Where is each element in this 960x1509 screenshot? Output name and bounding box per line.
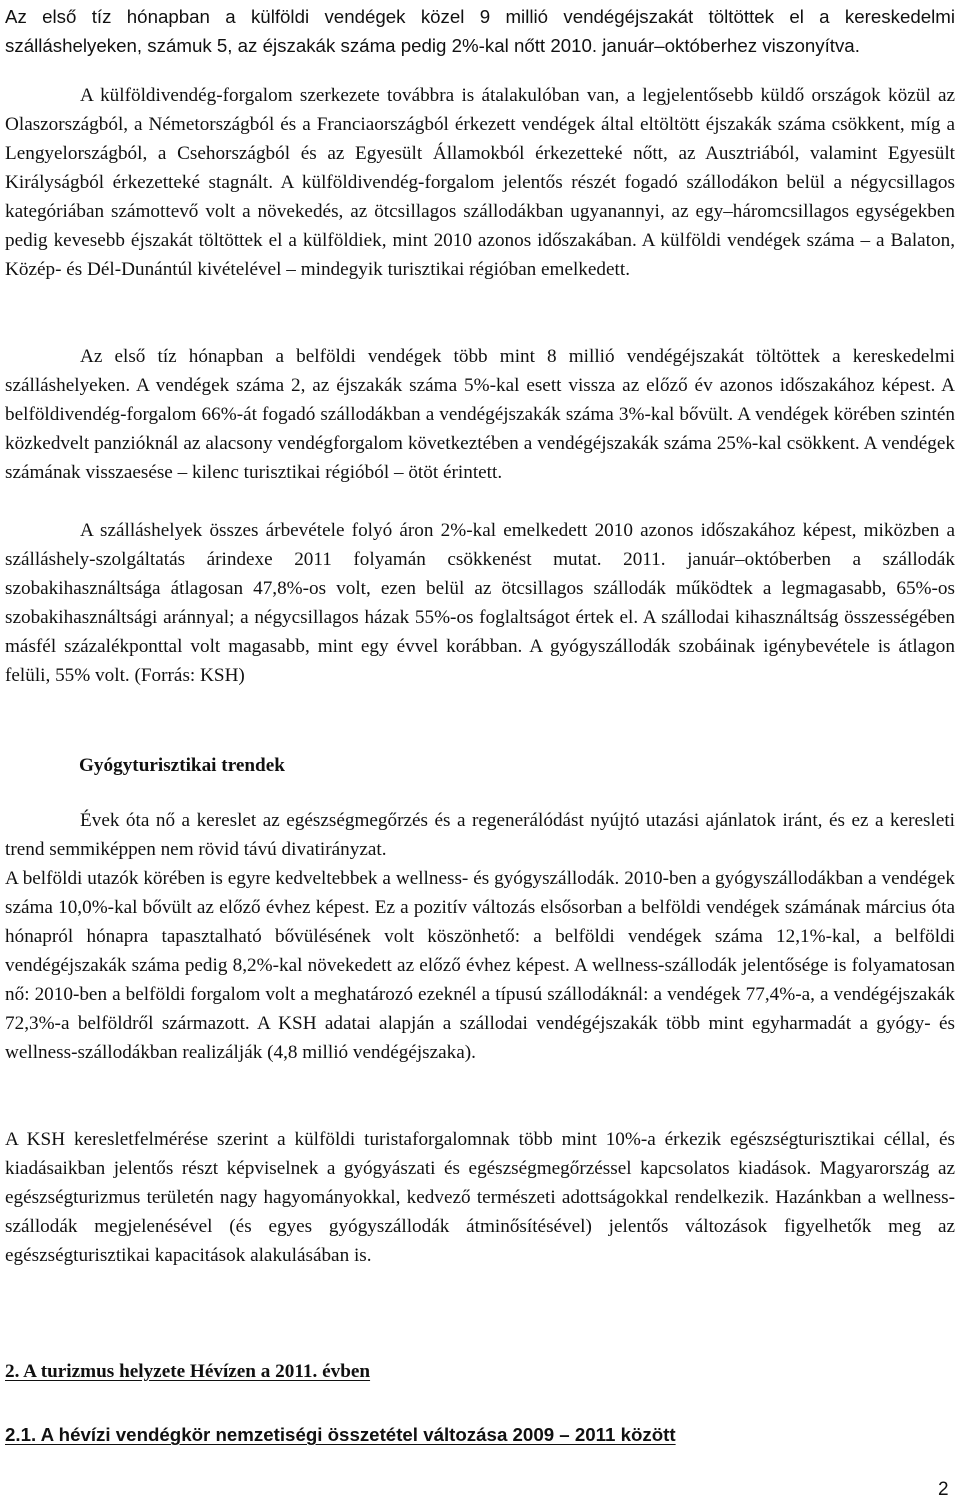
heading-health-tourism-trends: Gyógyturisztikai trendek	[79, 755, 285, 776]
page-number: 2	[938, 1479, 949, 1500]
paragraph-foreign-guests-intro: Az első tíz hónapban a külföldi vendégek közel 9 millió vendégéjszakát töltöttek el a kereskedelmi szálláshelyeken, számuk 5, az éjszakák száma pedig 2%-kal nőtt 2010. január–októberhez viszonyítva.	[5, 6, 955, 56]
paragraph-ksh-survey: A KSH keresletfelmérése szerint a külföldi turistaforgalomnak több mint 10%-a érkezik egészségturisztikai céllal, és kiadásaikban jelentős részt képviselnek a gyógyászati és egészségmegőrzéssel kapcsolatos kiadások. Magyarország az egészségturizmus területén nagy hagyományokkal, kedvező természeti adottságokkal rendelkezik. Hazánkban a wellness-szállodák megjelenésével (és egyes gyógyszállodák átminősítésével) jelentős változások figyelhetők meg az egészségturisztikai kapacitások alakulásában is.	[5, 1129, 955, 1266]
heading-section-2: 2. A turizmus helyzete Hévízen a 2011. évben	[5, 1361, 371, 1382]
paragraph-foreign-traffic-structure: A külföldivendég-forgalom szerkezete továbbra is átalakulóban van, a legjelentősebb küldő országok közül az Olaszországból, a Németországból és a Franciaországból érkezett vendégek által eltöltött éjszakák száma csökkent, míg a Lengyelországból, a Csehországból és az Egyesült Államokból érkezetteké nőtt, az Ausztriából, valamint Egyesült Királyságból érkezetteké stagnált. A külföldivendég-forgalom jelentős részét fogadó szállodákon belül a négycsillagos kategóriában számottevő volt a növekedés, az ötcsillagos szállodákban ugyanannyi, az egy–háromcsillagos egységekben pedig kevesebb éjszakát töltöttek el a külföldiek, mint 2010 azonos időszakában. A külföldi vendégek száma – a Balaton, Közép- és Dél-Dunántúl kivételével – mindegyik turisztikai régióban emelkedett.	[5, 85, 955, 280]
paragraph-revenue-occupancy: A szálláshelyek összes árbevétele folyó áron 2%-kal emelkedett 2010 azonos időszakához képest, miközben a szálláshely-szolgáltatás árindexe 2011 folyamán csökkenést mutat. 2011. január–októberben a szállodák szobakihasználtsága átlagosan 47,8%-os volt, ezen belül az ötcsillagos szállodák működtek a legmagasabb, 65%-os szobakihasználtsági aránnyal; a négycsillagos házak 55%-os foglaltságot értek el. A szállodai kihasználtság összességében másfél százalékponttal volt magasabb, mint egy évvel korábban. A gyógyszállodák szobáinak igénybevétele is átlagon felüli, 55% volt. (Forrás: KSH)	[5, 520, 955, 686]
paragraph-health-demand: Évek óta nő a kereslet az egészségmegőrzés és a regenerálódást nyújtó utazási ajánlatok iránt, és ez a keresleti trend semmiképpen nem rövid távú divatirányzat.	[5, 810, 955, 860]
paragraph-domestic-guests: Az első tíz hónapban a belföldi vendégek több mint 8 millió vendégéjszakát töltöttek a kereskedelmi szálláshelyeken. A vendégek száma 2, az éjszakák száma 5%-kal esett vissza az előző év azonos időszakához képest. A belföldivendég-forgalom 66%-át fogadó szállodákban a vendégéjszakák száma 3%-kal bővült. A vendégek körében szintén közkedvelt panzióknál az alacsony vendégforgalom következtében a vendégéjszakák száma 25%-kal csökkent. A vendégek számának visszaesése – kilenc turisztikai régióból – ötöt érintett.	[5, 346, 955, 483]
paragraph-wellness-hotels: A belföldi utazók körében is egyre kedveltebbek a wellness- és gyógyszállodák. 2010-ben a gyógyszállodákban a vendégek száma 10,0%-kal bővült az előző évhez képest. Ez a pozitív változás elsősorban a belföldi vendégek számának március óta hónapról hónapra tapasztalható bővülésének volt köszönhető: a belföldi vendégek száma 12,1%-kal, a belföldi vendégéjszakák száma pedig 8,2%-kal növekedett az előző évhez képest. A wellness-szállodák jelentősége is folyamatosan nő: 2010-ben a belföldi forgalom volt a meghatározó ezeknél a típusú szállodáknál: a vendégek 77,4%-a, a vendégéjszakák 72,3%-a belföldről származott. A KSH adatai alapján a szállodai vendégéjszakák több mint egyharmadát a gyógy- és wellness-szállodákban realizálják (4,8 millió vendégéjszaka).	[5, 868, 955, 1063]
heading-section-2-1: 2.1. A hévízi vendégkör nemzetiségi összetétel változása 2009 – 2011 között	[5, 1424, 676, 1445]
